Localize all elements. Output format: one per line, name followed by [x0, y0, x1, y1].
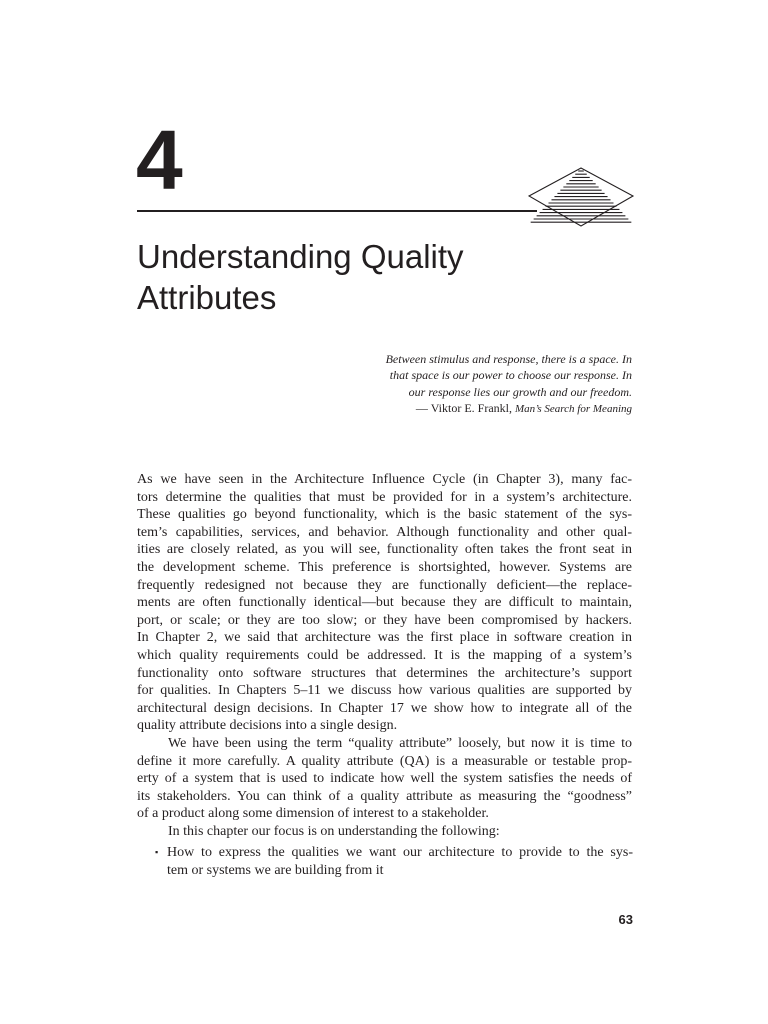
bullet-line: How to express the qualities we want our architecture to provide to the sys-	[167, 845, 633, 860]
bullet-list	[155, 844, 633, 879]
pyramid-ornament	[528, 166, 636, 228]
body-line: frequently redesigned not because they are functionally deficient—the replace-	[137, 577, 632, 593]
bullet-text	[167, 844, 633, 879]
body-line: tors determine the qualities that must be provided for in a system’s architecture.	[137, 489, 632, 505]
chapter-title-line-2: Attributes	[137, 279, 277, 316]
body-line: In Chapter 2, we said that architecture was the first place in software creation in	[137, 630, 632, 646]
chapter-rule	[137, 210, 537, 212]
list-item	[155, 844, 633, 879]
page-number: 63	[618, 912, 633, 927]
chapter-title	[137, 236, 617, 318]
body-line: port, or scale; or they are too slow; or they have been compromised by hackers.	[137, 612, 632, 628]
body-line: erty of a system that is used to indicate how well the system satisfies the needs of	[137, 771, 632, 787]
epigraph	[312, 351, 632, 417]
chapter-title-line-1: Understanding Quality	[137, 238, 464, 275]
epigraph-line: our response lies our growth and our freedom.	[408, 384, 632, 399]
bullet-line: tem or systems we are building from it	[167, 862, 384, 878]
body-line: of a product along some dimension of interest to a stakeholder.	[137, 806, 489, 822]
body-line: ities are closely related, as you will see, functionality often takes the front seat in	[137, 542, 632, 558]
body-line: which quality requirements could be addressed. It is the mapping of a system’s	[137, 647, 632, 663]
body-line: tem’s capabilities, services, and behavior. Although functionality and other qual-	[137, 524, 632, 540]
body-line: ments are often functionally identical—but because they are difficult to maintain,	[137, 595, 632, 611]
chapter-number: 4	[136, 113, 182, 207]
epigraph-line: Between stimulus and response, there is a space. In	[385, 352, 632, 366]
epigraph-attribution	[312, 400, 632, 417]
bullet-square-icon: ▪	[155, 847, 159, 857]
body-line: functionality onto software structures that determines the architecture’s support	[137, 665, 632, 681]
attribution-book-title: Man’s Search for Meaning	[514, 402, 632, 415]
attribution-author: — Viktor E. Frankl,	[415, 400, 512, 415]
body-line: for qualities. In Chapters 5–11 we discuss how various qualities are supported by	[137, 683, 632, 699]
body-line: As we have seen in the Architecture Influence Cycle (in Chapter 3), many fac-	[137, 472, 632, 487]
body-line: architectural design decisions. In Chapter 17 we show how to integrate all of the	[137, 700, 632, 716]
body-text	[137, 471, 632, 840]
body-line: the development scheme. This preference is shortsighted, however. Systems are	[137, 559, 632, 575]
body-line: In this chapter our focus is on understanding the following:	[168, 823, 500, 839]
body-line: These qualities go beyond functionality, which is the basic statement of the sys-	[137, 507, 632, 523]
body-line: quality attribute decisions into a single design.	[137, 718, 398, 734]
body-line: define it more carefully. A quality attribute (QA) is a measurable or testable prop-	[137, 753, 632, 769]
body-line: its stakeholders. You can think of a quality attribute as measuring the “goodness”	[137, 788, 632, 804]
body-line: We have been using the term “quality attribute” loosely, but now it is time to	[168, 735, 632, 751]
epigraph-line: that space is our power to choose our response. In	[389, 368, 632, 383]
